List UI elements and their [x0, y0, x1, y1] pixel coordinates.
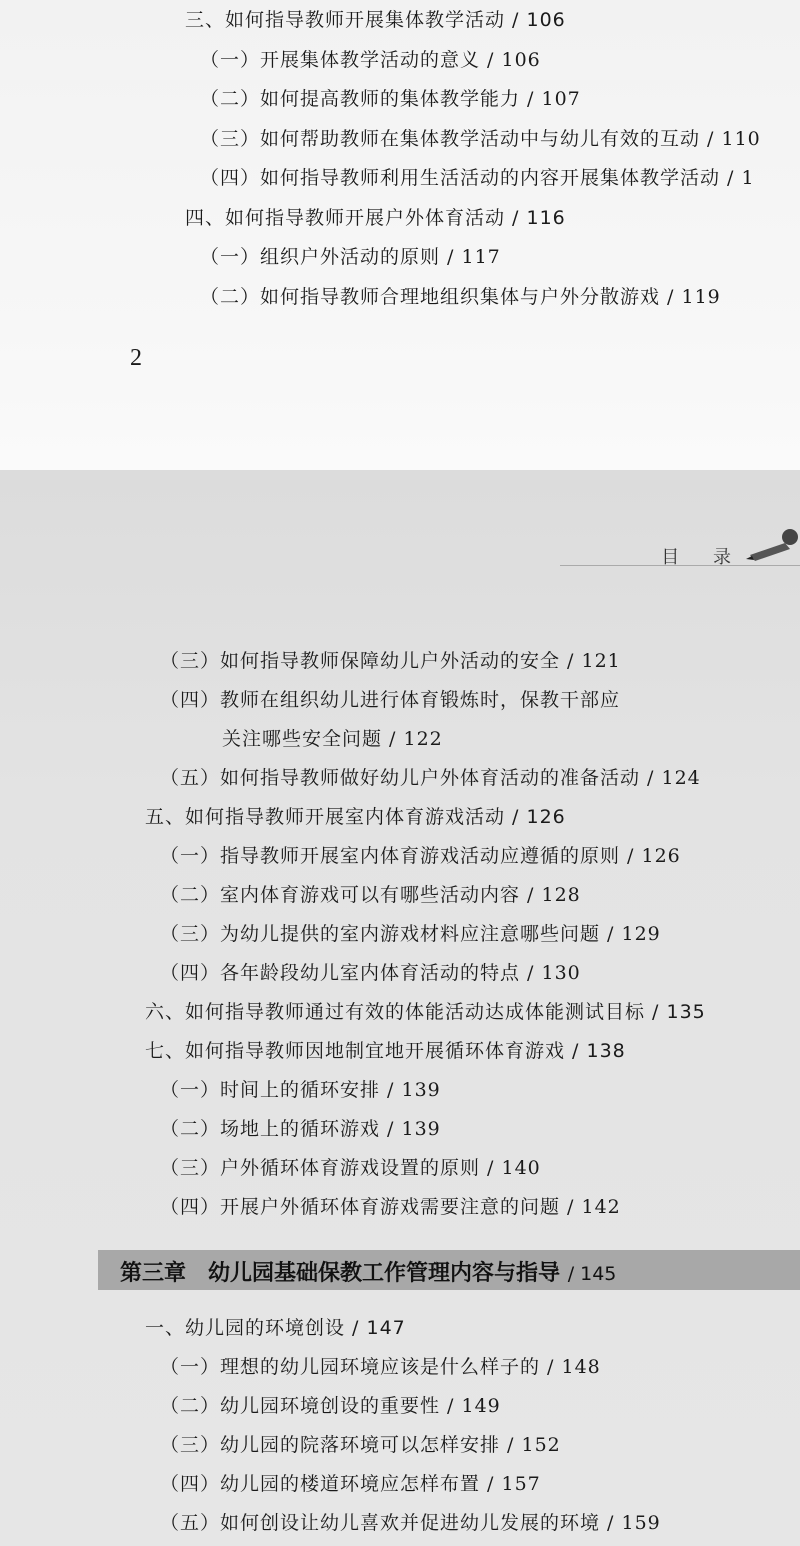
top-page — [0, 0, 800, 470]
toc-entry: （三）户外循环体育游戏设置的原则 / 140 — [160, 1157, 541, 1179]
toc-section-entry: 七、如何指导教师因地制宜地开展循环体育游戏 / 138 — [145, 1040, 626, 1062]
toc-entry: （二）场地上的循环游戏 / 139 — [160, 1118, 441, 1140]
toc-entry: （四）幼儿园的楼道环境应怎样布置 / 157 — [160, 1473, 541, 1495]
page-number: 2 — [130, 345, 142, 371]
toc-entry: （四）开展户外循环体育游戏需要注意的问题 / 142 — [160, 1196, 621, 1218]
toc-section-entry: 六、如何指导教师通过有效的体能活动达成体能测试目标 / 135 — [145, 1001, 706, 1023]
chapter-title: 第三章 幼儿园基础保教工作管理内容与指导 / 145 — [120, 1261, 617, 1286]
toc-section-entry: 一、幼儿园的环境创设 / 147 — [145, 1317, 406, 1339]
toc-entry: 关注哪些安全问题 / 122 — [222, 728, 443, 750]
toc-entry: （一）指导教师开展室内体育游戏活动应遵循的原则 / 126 — [160, 845, 681, 867]
toc-entry: （三）如何帮助教师在集体教学活动中与幼儿有效的互动 / 110 — [200, 127, 761, 150]
toc-entry: （四）各年龄段幼儿室内体育活动的特点 / 130 — [160, 962, 581, 984]
toc-entry: （三）如何指导教师保障幼儿户外活动的安全 / 121 — [160, 650, 621, 672]
bottom-page — [0, 470, 800, 1546]
toc-entry: （二）幼儿园环境创设的重要性 / 149 — [160, 1395, 501, 1417]
toc-section-entry: 四、如何指导教师开展户外体育活动 / 116 — [185, 206, 566, 229]
toc-entry: （二）如何指导教师合理地组织集体与户外分散游戏 / 119 — [200, 285, 721, 308]
toc-entry: （一）时间上的循环安排 / 139 — [160, 1079, 441, 1101]
toc-entry: （四）教师在组织幼儿进行体育锻炼时，保教干部应 — [160, 689, 621, 711]
toc-section-entry: 五、如何指导教师开展室内体育游戏活动 / 126 — [145, 806, 566, 828]
pen-icon — [740, 525, 800, 575]
toc-section-entry: 三、如何指导教师开展集体教学活动 / 106 — [185, 9, 566, 31]
toc-entry: （五）如何创设让幼儿喜欢并促进幼儿发展的环境 / 159 — [160, 1512, 661, 1534]
toc-entry: （一）组织户外活动的原则 / 117 — [200, 246, 501, 268]
toc-entry: （一）理想的幼儿园环境应该是什么样子的 / 148 — [160, 1356, 601, 1378]
toc-entry: （五）如何指导教师做好幼儿户外体育活动的准备活动 / 124 — [160, 767, 701, 789]
toc-entry: （四）如何指导教师利用生活活动的内容开展集体教学活动 / 1 — [200, 167, 755, 189]
toc-entry: （三）幼儿园的院落环境可以怎样安排 / 152 — [160, 1434, 561, 1456]
toc-entry: （三）为幼儿提供的室内游戏材料应注意哪些问题 / 129 — [160, 923, 661, 945]
toc-entry: （一）开展集体教学活动的意义 / 106 — [200, 48, 541, 71]
toc-entry: （二）室内体育游戏可以有哪些活动内容 / 128 — [160, 884, 581, 906]
toc-entry: （二）如何提高教师的集体教学能力 / 107 — [200, 88, 581, 110]
running-header: 目 录 — [661, 547, 745, 568]
